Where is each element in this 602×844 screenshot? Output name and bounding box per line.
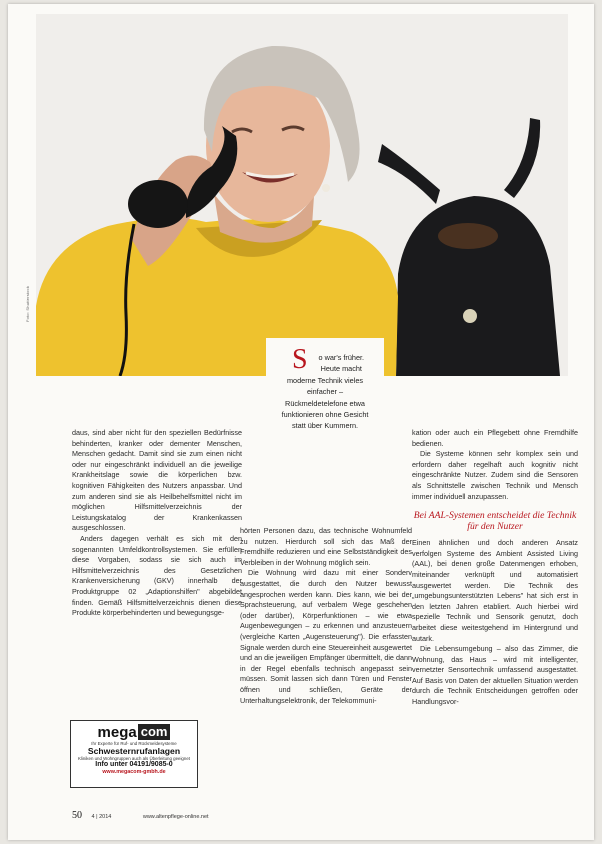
page-number: 50 xyxy=(72,810,82,821)
photo-credit: Foto: Shutterstock xyxy=(25,285,30,322)
ad-brand-part-1: mega xyxy=(97,723,137,741)
ad-brand-part-2: com xyxy=(138,724,171,740)
col2-paragraph-2: Die Wohnung wird dazu mit einer Sonderv ausgestattet, die durch den Nutzer bewusst angesprochen werden kann. Dies kann, wie bei der Sprachsteuerung, auf verbalem Wege geschehen (oder darüber), Körperfunktionen – wie etwa Augenbewegungen – zu erkennen und anzusteuern (vergleiche Karten „Augensteuerung"). Die erfassten Signale werden durch eine Steuereinheit ausgewertet und an die jeweiligen Empfänger übermittelt, die dann in der Regel ebenfalls technisch angepasst sein müssen. Somit lassen sich dann Türen und Fenster öffnen und schließen, Geräte der Unterhaltungselektronik, der Telekommuni- xyxy=(240,568,412,705)
ad-subline: Kliniken und Wohngruppen auch als Überleitung geeignet xyxy=(78,756,190,761)
ad-website-link[interactable]: www.megacom-gmbh.de xyxy=(102,769,166,775)
col1-paragraph-2: Anders dagegen verhält es sich mit den sogenannten Umfeldkontrollsystemen. Sie erfüllen diese Vorgaben, sodass sie sich auch im Hilfsmittelverzeichnis des Gesetzlichen Krankenversicherung (GKV) innerhalb der Produktgruppe 02 „Adaptionshilfen" abgebildet finden. Gemäß Hilfsmittelverzeichnis dienen diese Produkte körperbehinderten und bewegungsge- xyxy=(72,533,242,618)
text-column-2 xyxy=(240,526,412,706)
ad-tagline: Ihr Experte für Ruf- und Rückmeldesysteme xyxy=(91,741,177,746)
col2-paragraph-1: hörten Personen dazu, das technische Wohnumfeld zu nutzen. Hierdurch soll sich das Maß der Fremdhilfe reduzieren und eine Selbstständigkeit des Verbleiben in der Wohnung möglich sein. xyxy=(240,526,412,567)
page-footer xyxy=(72,810,209,821)
pull-quote-body: o war's früher. Heute macht moderne Technik vieles einfacher – Rückmeldetelefone etwa funktionieren ohne Gesicht statt über Kummern. xyxy=(281,353,369,431)
col1-paragraph-1: daus, sind aber nicht für den speziellen Bedürfnisse behinderten, kranker oder dementer Menschen, Menschen gedacht. Damit sind sie zum einen nicht oder nur eingeschränkt individuell an die jeweilige Krankheitslage sowie die körperlichen bzw. kognitiven Fähigkeiten des Nutzers anpassbar. Und zum anderen sind sie als Heilbehelfsmittel nicht im möglichen Hilfsmittelverzeichnis der Leistungskatalog der Krankenkassen ausgeschlossen. xyxy=(72,428,242,533)
text-column-1 xyxy=(72,428,242,619)
subheading: Bei AAL-Systemen entscheidet die Technik für den Nutzer xyxy=(413,510,577,533)
col3-paragraph-1: kation oder auch ein Pflegebett ohne Fremdhilfe bedienen. xyxy=(412,428,578,448)
issue-label: 4 | 2014 xyxy=(91,814,112,820)
pull-quote-text xyxy=(276,344,374,432)
drop-cap: S xyxy=(292,344,308,375)
ad-headline: Schwesternrufanlagen xyxy=(87,746,181,756)
col3-paragraph-3: Einen ähnlichen und doch anderen Ansatz verfolgen Systeme des Ambient Assisted Living (AAL), bei denen große Datenmengen erhoben, miteinander verknüpft und automatisiert ausgewertet werden. Die Technik des „umgebungsunterstützten Lebens" hat sich erst in den letzten Jahren etabliert. Auch hierbei wird spezielle Technik und Sensorik genutzt, doch arbeitet diese weitestgehend im Hintergrund und autark. xyxy=(412,538,578,643)
article-photo xyxy=(36,14,568,376)
col3-paragraph-2: Die Systeme können sehr komplex sein und erfordern daher regelhaft auch kognitiv nicht eingeschränkte Nutzer. Zudem sind die Sensoren als Schnittstelle zwischen Technik und Mensch immer individuell anzupassen. xyxy=(412,449,578,501)
website-url[interactable]: www.altenpflege-online.net xyxy=(142,814,209,820)
col3-paragraph-4: Die Lebensumgebung – also das Zimmer, die Wohnung, das Haus – wird mit intelligenter, vernetzter Sensortechnik umfassend ausgestattet. Auf Basis von Daten der aktuellen Situation werden durch die Technik Entscheidungen getroffen oder Handlungsvor- xyxy=(412,644,578,707)
text-column-3 xyxy=(412,428,578,708)
advertisement-box[interactable] xyxy=(70,720,198,788)
ad-logo xyxy=(71,723,197,741)
magazine-page xyxy=(8,4,594,840)
pull-quote xyxy=(266,338,384,516)
ad-phone: Info unter 04191/9085-0 xyxy=(95,761,173,768)
